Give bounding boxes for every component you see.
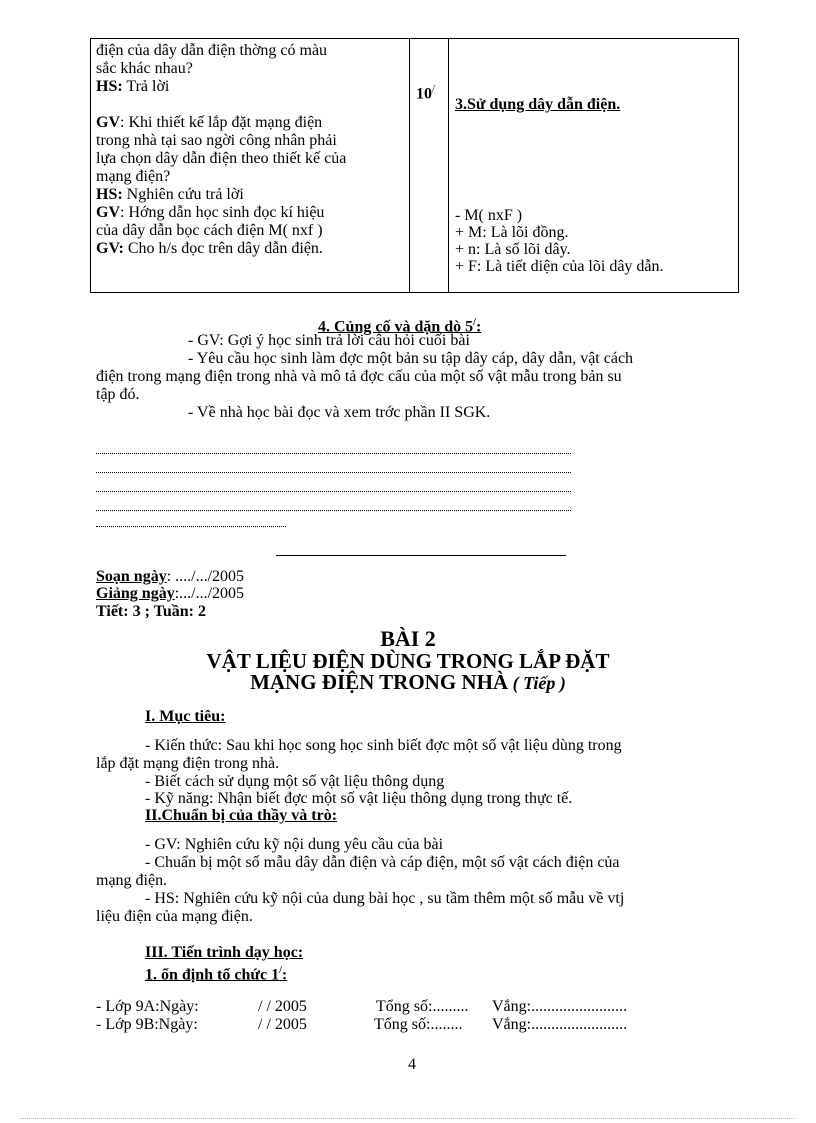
- teach-date: Giảng ngày:.../.../2005: [96, 585, 245, 602]
- section4-line: điện trong mạng điện trong nhà và mô tả đợc cấu của một số vật mẫu trong bản su: [96, 368, 622, 385]
- lesson-period: Tiết: 3 ; Tuần: 2: [96, 603, 206, 620]
- class-row-9a: - Lớp 9A:Ngày: / / 2005 Tổng số:......... Vắng:........................: [96, 998, 628, 1015]
- lesson-title-1: VẬT LIỆU ĐIỆN DÙNG TRONG LẮP ĐẶT: [206, 649, 610, 673]
- objectives-line: - Biết cách sử dụng một số vật liệu thông dụng: [145, 773, 445, 790]
- objectives-line: - Kỹ năng: Nhận biết đợc một số vật liệu thông dụng trong thực tế.: [145, 790, 573, 807]
- table-divider-2: [448, 39, 449, 292]
- table-right-line: - M( nxF ): [455, 207, 523, 224]
- preparation-line: - GV: Nghiên cứu kỹ nội dung yêu cầu của bài: [145, 836, 444, 853]
- process-subheading: 1. ổn định tổ chức 1/:: [145, 965, 288, 984]
- note-line: [96, 453, 571, 454]
- class-row-9b: - Lớp 9B:Ngày: / / 2005 Tổng số:........ Vắng:........................: [96, 1016, 628, 1033]
- note-line: [96, 472, 571, 473]
- table-left-line: của dây dẫn bọc cách điện M( nxf ): [96, 222, 323, 239]
- table-right-line: + F: Là tiết diện của lõi dây dẫn.: [455, 258, 664, 275]
- table-left-line: HS: Trả lời: [96, 78, 170, 95]
- process-heading: III. Tiến trình dạy học:: [145, 944, 304, 961]
- table-left-line: GV: Khi thiết kế lắp đặt mạng điện: [96, 114, 323, 131]
- note-line: [96, 491, 571, 492]
- section4-line: - Yêu cầu học sinh làm đợc một bản su tập dây cáp, dây dẫn, vật cách: [188, 350, 634, 367]
- prep-date: Soạn ngày: ..../.../2005: [96, 568, 245, 585]
- table-time: 10/: [416, 83, 436, 103]
- table-left-line: HS: Nghiên cứu trả lời: [96, 186, 244, 203]
- preparation-line: - Chuẩn bị một số mẫu dây dẫn điện và cáp điện, một số vật cách điện của: [145, 854, 620, 871]
- table-left-line: sắc khác nhau?: [96, 60, 193, 77]
- objectives-line: - Kiến thức: Sau khi học song học sinh biết đợc một số vật liệu dùng trong: [145, 737, 622, 754]
- note-line: [96, 526, 286, 527]
- table-right-line: + n: Là số lõi dây.: [455, 241, 571, 258]
- table-right-heading: 3.Sử dụng dây dẫn điện.: [455, 96, 621, 113]
- table-left-line: trong nhà tại sao ngời công nhân phải: [96, 132, 337, 149]
- preparation-heading: II.Chuẩn bị của thầy và trò:: [145, 807, 338, 824]
- lesson-number: BÀI 2: [380, 626, 436, 651]
- preparation-line: - HS: Nghiên cứu kỹ nội của dung bài học , su tầm thêm một số mẫu về vtj: [145, 890, 625, 907]
- note-line: [96, 510, 571, 511]
- page-edge: [20, 1118, 796, 1119]
- section4-line: - Về nhà học bài đọc và xem trớc phần II SGK.: [188, 404, 491, 421]
- table-divider-1: [409, 39, 410, 292]
- section4-heading: 4. Củng cố và dặn dò 5/:: [318, 317, 482, 336]
- preparation-line: liệu điện của mạng điện.: [96, 908, 253, 925]
- objectives-heading: I. Mục tiêu:: [145, 708, 226, 725]
- section4-line: - GV: Gợi ý học sinh trả lời câu hỏi cuối bài: [188, 332, 470, 349]
- section-separator: [276, 555, 566, 556]
- table-right-line: + M: Là lõi đồng.: [455, 224, 569, 241]
- objectives-line: lắp đặt mạng điện trong nhà.: [96, 755, 280, 772]
- page-number: 4: [408, 1056, 416, 1073]
- preparation-line: mạng điện.: [96, 872, 168, 889]
- table-left-line: lựa chọn dây dẫn điện theo thiết kế của: [96, 150, 347, 167]
- section4-line: tập đó.: [96, 386, 140, 403]
- lesson-title-2: MẠNG ĐIỆN TRONG NHÀ ( Tiếp ): [250, 670, 566, 694]
- table-left-line: GV: Hớng dẫn học sinh đọc kí hiệu: [96, 204, 325, 221]
- table-left-line: điện của dây dẫn điện thờng có màu: [96, 42, 328, 59]
- table-left-line: GV: Cho h/s đọc trên dây dẫn điện.: [96, 240, 323, 257]
- table-left-line: mạng điện?: [96, 168, 171, 185]
